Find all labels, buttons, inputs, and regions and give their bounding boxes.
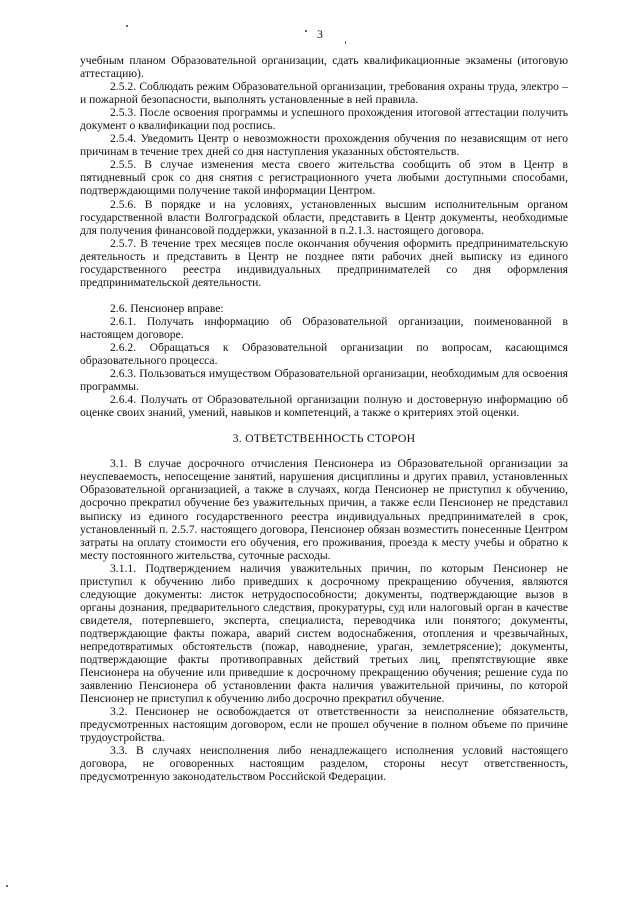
- paragraph-2-6-1: 2.6.1. Получать информацию об Образовательной организации, поименованной в настоящем договоре.: [80, 314, 568, 341]
- paragraph-2-6-3: 2.6.3. Пользоваться имуществом Образовательной организации, необходимым для освоения программы.: [80, 367, 568, 394]
- paragraph-2-6-2: 2.6.2. Обращаться к Образовательной организации по вопросам, касающимся образовательного процесса.: [80, 340, 568, 368]
- paragraph-3-1-1: 3.1.1. Подтверждением наличия уважительных причин, по которым Пенсионер не приступил к обучению либо приведших к досрочному прекращению обучения, являются следующие документы: листок нетрудоспособности; документы, подтверждающие вызов в органы дознания, предварительного следствия, прокуратуры, суд или налоговый орган в качестве свидетеля, потерпевшего, эксперта, специалиста, переводчика или понятого; документы, подтверждающие факты пожара, аварий систем водоснабжения, отопления и чрезвычайных, непредотвратимых обстоятельств (пожар, наводнение, ураган, землетрясение); документы, подтверждающие факты противоправных действий третьих лиц, препятствующие явке Пенсионера на обучение или приведшие к досрочному прекращению обучения; решение суда по заявлению Пенсионера об установлении факта наличия уважительной причины, по которой Пенсионер не приступил к обучению либо досрочно прекратил обучение.: [80, 561, 568, 706]
- paragraph-gap: [80, 289, 568, 302]
- scan-speck: [6, 885, 8, 887]
- paragraph-continuation: учебным планом Образовательной организации, сдать квалификационные экзамены (итоговую аттестацию).: [80, 54, 568, 81]
- scan-speck: [126, 25, 128, 27]
- page-number: 3: [317, 29, 323, 41]
- section-heading: 3. ОТВЕТСТВЕННОСТЬ СТОРОН: [232, 431, 416, 446]
- paragraph-2-5-7: 2.5.7. В течение трех месяцев после окончания обучения оформить предпринимательскую деятельность и представить в Центр не позднее пяти рабочих дней выписку из единого государственного реестра индивидуальных предпринимателей со дня оформления предпринимательской деятельности.: [80, 236, 568, 289]
- document-body: [80, 54, 568, 783]
- paragraph-3-1: 3.1. В случае досрочного отчисления Пенсионера из Образовательной организации за неуспеваемость, непосещение занятий, нарушения дисциплины и других правил, установленных Образовательной организацией, а также в случаях, когда Пенсионер не приступил к обучению, досрочно прекратил обучение без уважительных причин, а также если Пенсионер не представил выписку из единого государственного реестра индивидуальных предпринимателей в срок, установленный п. 2.5.7. настоящего договора, Пенсионер обязан возместить понесенные Центром затраты на оплату стоимости его обучения, его проживания, проезда к месту учебы и обратно к месту постоянного жительства, суточные расходы.: [80, 457, 568, 562]
- paragraph-2-5-4: 2.5.4. Уведомить Центр о невозможности прохождения обучения по независящим от него причинам в течение трех дней со дня наступления указанных обстоятельств.: [80, 132, 568, 159]
- paragraph-2-5-3: 2.5.3. После освоения программы и успешного прохождения итоговой аттестации получить документ о квалификации под роспись.: [80, 106, 568, 133]
- scan-speck: [305, 30, 307, 32]
- paragraph-2-5-5: 2.5.5. В случае изменения места своего жительства сообщить об этом в Центр в пятидневный срок со дня снятия с регистрационного учета любыми доступными способами, подтверждающими получение такой информации Центром.: [80, 158, 568, 198]
- paragraph-2-5-2: 2.5.2. Соблюдать режим Образовательной организации, требования охраны труда, электро – и пожарной безопасности, выполнять установленные в ней правила.: [80, 80, 568, 107]
- paragraph-2-6-4: 2.6.4. Получать от Образовательной организации полную и достоверную информацию об оценке своих знаний, умений, навыков и компетенций, а также о критериях этой оценки.: [80, 393, 568, 420]
- paragraph-3-3: 3.3. В случаях неисполнения либо ненадлежащего исполнения условий настоящего договора, не оговоренных настоящим разделом, стороны несут ответственность, предусмотренную законодательством Российской Федерации.: [80, 744, 568, 784]
- paragraph-2-6: 2.6. Пенсионер вправе:: [110, 301, 224, 315]
- paragraph-2-5-6: 2.5.6. В порядке и на условиях, установленных высшим исполнительным органом государственной власти Волгоградской области, представить в Центр документы, необходимые для получения финансовой поддержки, указанной в п.2.1.3. настоящего договора.: [80, 197, 568, 237]
- paragraph-3-2: 3.2. Пенсионер не освобождается от ответственности за неисполнение обязательств, предусмотренных настоящим договором, если не прошел обучение в полном объеме по причине трудоустройства.: [80, 705, 568, 745]
- scan-speck: [345, 41, 346, 44]
